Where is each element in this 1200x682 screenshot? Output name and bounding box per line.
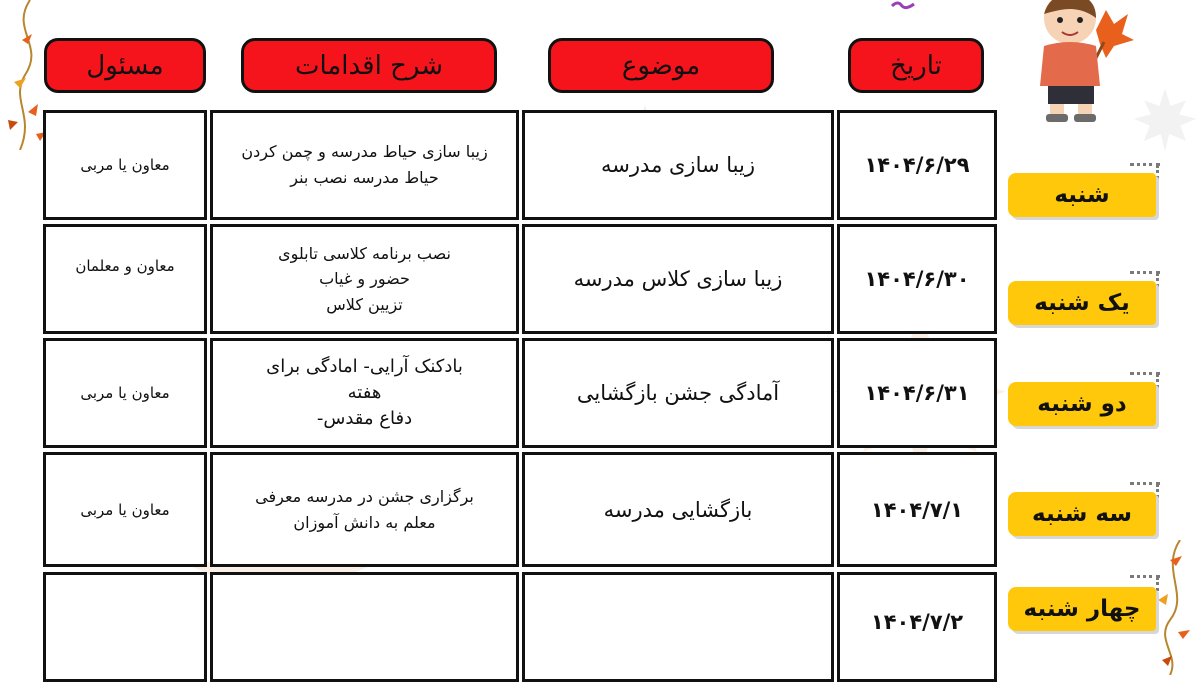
day-tag: سه شنبه	[1008, 492, 1156, 536]
dotted-connector	[1156, 577, 1165, 603]
table-cell-topic: بازگشایی مدرسه	[522, 452, 834, 567]
table-cell-responsible: معاون یا مربی	[43, 110, 207, 220]
table-cell-actions: زیبا سازی حیاط مدرسه و چمن کردن حیاط مدرسه نصب بنر	[210, 110, 519, 220]
header-actions: شرح اقدامات	[241, 38, 497, 93]
dotted-connector	[1156, 484, 1165, 510]
day-tag: شنبه	[1008, 173, 1156, 217]
table-cell-actions	[210, 572, 519, 682]
table-cell-date: ۱۴۰۴/۶/۳۰	[837, 224, 997, 334]
day-tag: یک شنبه	[1008, 281, 1156, 325]
header-date: تاریخ	[848, 38, 984, 93]
table-cell-date: ۱۴۰۴/۷/۱	[837, 452, 997, 567]
table-cell-responsible: معاون یا مربی	[43, 338, 207, 448]
dotted-connector	[1156, 273, 1165, 299]
table-cell-responsible: معاون یا مربی	[43, 452, 207, 567]
table-cell-responsible	[43, 572, 207, 682]
dotted-connector	[1156, 374, 1165, 400]
maple-leaf-background-icon	[1130, 60, 1200, 180]
table-cell-actions: برگزاری جشن در مدرسه معرفی معلم به دانش آموزان	[210, 452, 519, 567]
table-cell-topic: زیبا سازی کلاس مدرسه	[522, 224, 834, 334]
table-cell-date: ۱۴۰۴/۷/۲	[837, 572, 997, 682]
dotted-connector	[1156, 165, 1165, 191]
day-tag: دو شنبه	[1008, 382, 1156, 426]
table-cell-topic	[522, 572, 834, 682]
table-cell-actions: بادکنک آرایی- امادگی برای هفته دفاع مقدس-	[210, 338, 519, 448]
table-cell-date: ۱۴۰۴/۶/۳۱	[837, 338, 997, 448]
table-cell-topic: آمادگی جشن بازگشایی	[522, 338, 834, 448]
table-cell-date: ۱۴۰۴/۶/۲۹	[837, 110, 997, 220]
boy-with-leaf-illustration	[1010, 0, 1135, 122]
day-tag: چهار شنبه	[1008, 587, 1156, 631]
table-cell-topic: زیبا سازی مدرسه	[522, 110, 834, 220]
header-topic: موضوع	[548, 38, 774, 93]
table-cell-actions: نصب برنامه کلاسی تابلوی حضور و غیاب تزیین کلاس	[210, 224, 519, 334]
top-decoration-icon	[890, 0, 916, 10]
table-cell-responsible: معاون و معلمان	[43, 224, 207, 334]
header-responsible: مسئول	[44, 38, 206, 93]
